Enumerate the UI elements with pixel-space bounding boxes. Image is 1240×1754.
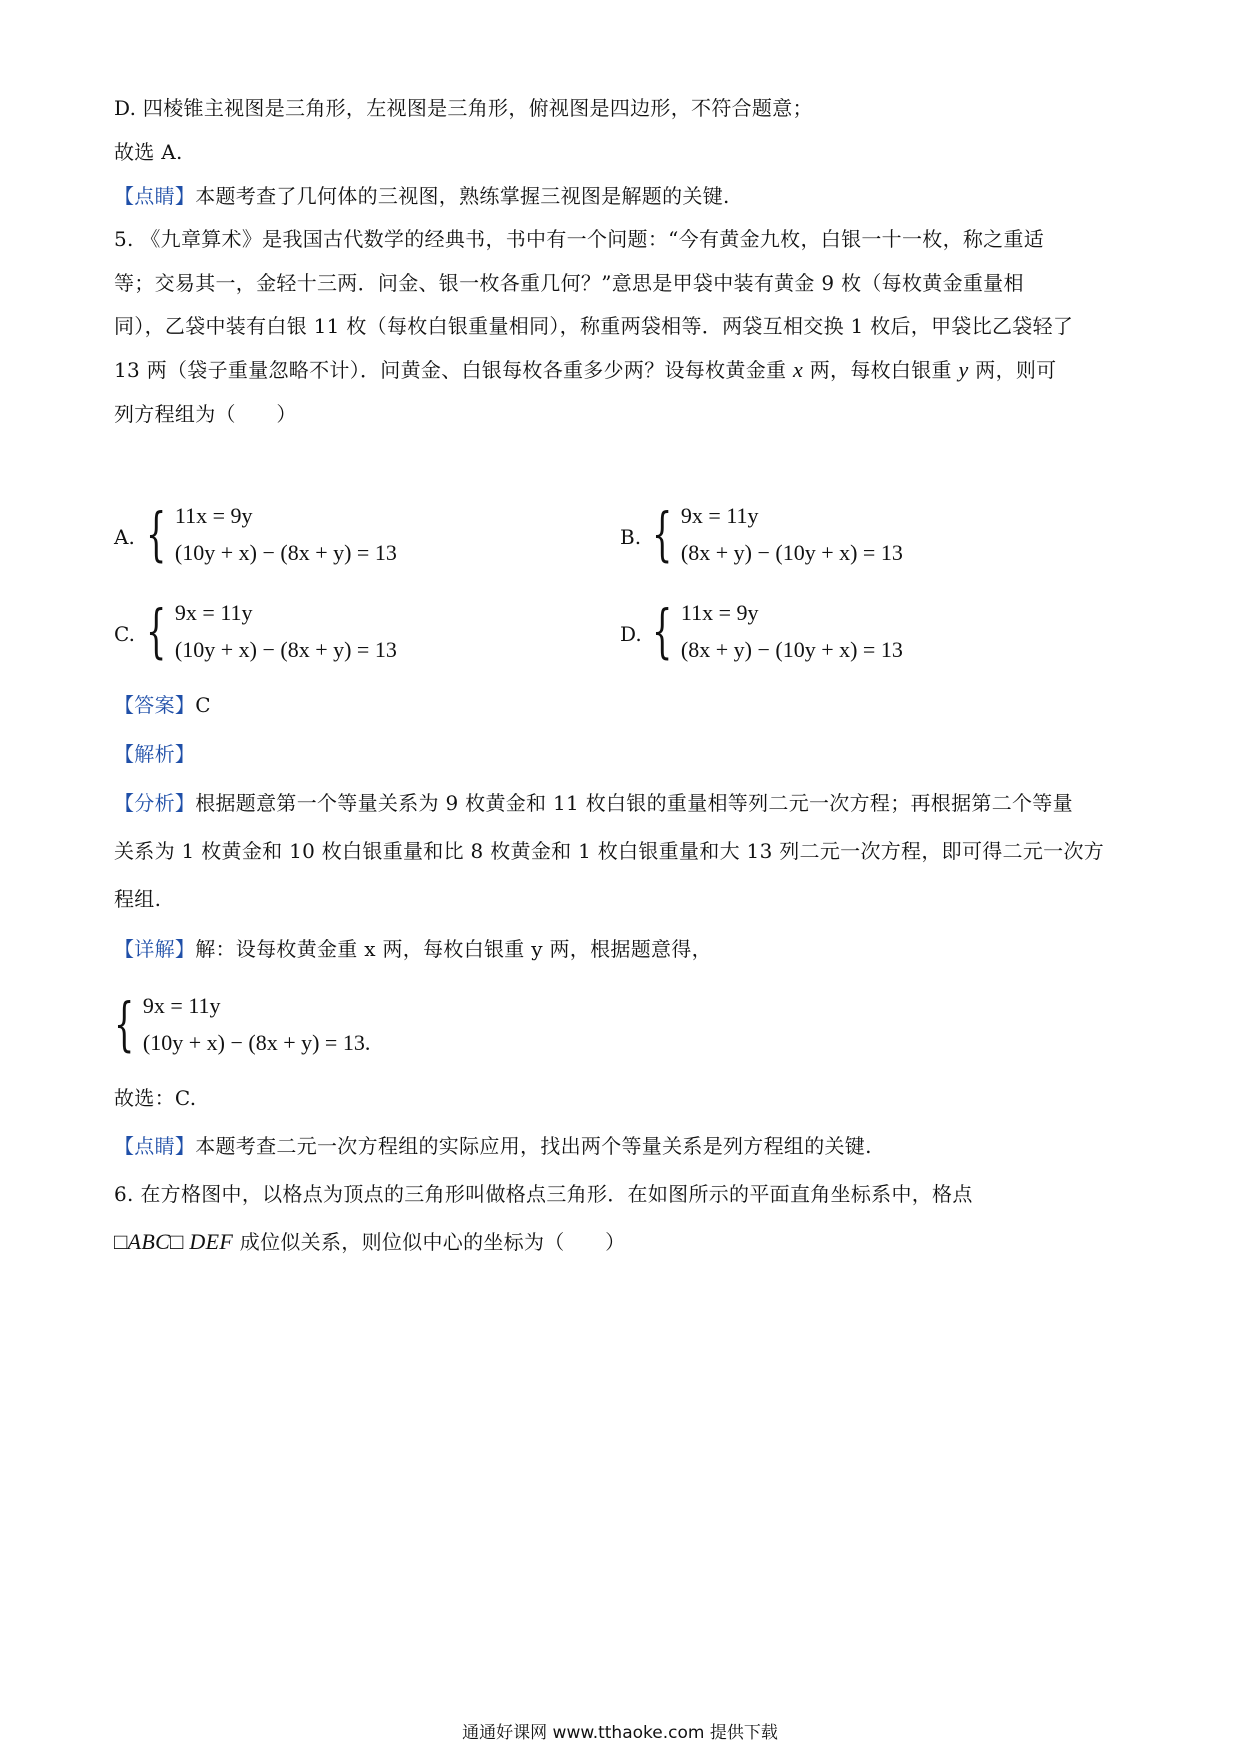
question-5-line: 同），乙袋中装有白银 11 枚（每枚白银重量相同），称重两袋相等．两袋互相交换 1 枚后，甲袋比乙袋轻了 <box>114 314 1074 338</box>
dianjing-tag: 【点睛】 <box>114 184 196 208</box>
xiangjie-line <box>114 936 712 962</box>
option-c-letter: C. <box>114 622 135 646</box>
brace-icon: { <box>146 500 167 568</box>
text-segment: 两，则可 <box>975 358 1057 382</box>
equation-row: 9x = 11y <box>174 600 253 625</box>
text-segment: 13 两（袋子重量忽略不计）．问黄金、白银每枚各重多少两？设每枚黄金重 <box>114 358 787 382</box>
brace-icon: { <box>146 597 167 665</box>
option-a-letter: A. <box>114 525 135 549</box>
analysis-heading <box>114 741 195 767</box>
answer-line <box>114 692 211 718</box>
xiangjie-tag: 【详解】 <box>114 937 196 961</box>
question-5-line: 等；交易其一，金轻十三两．问金、银一枚各重几何？”意思是甲袋中装有黄金 9 枚（每枚黄金重量相 <box>114 271 1024 295</box>
equation-text: (10y + x) − (8x + y) = 13 <box>142 1030 365 1055</box>
answer-value: C <box>195 693 211 717</box>
option-b-system <box>652 497 903 571</box>
fenxi-text: 根据题意第一个等量关系为 9 枚黄金和 11 枚白银的重量相等列二元一次方程；再根据第二个等量 <box>195 791 1073 815</box>
text-segment: 成位似关系，则位似中心的坐标为（ ） <box>233 1230 626 1254</box>
dianjing-text: 本题考查了几何体的三视图，熟练掌握三视图是解题的关键. <box>195 184 730 208</box>
equation-row: (10y + x) − (8x + y) = 13 <box>174 637 397 662</box>
brace-icon: { <box>652 500 673 568</box>
question-5-line: 列方程组为（ ） <box>114 402 297 426</box>
text-line: D. 四棱锥主视图是三角形，左视图是三角形，俯视图是四边形，不符合题意； <box>114 96 813 120</box>
comment-line <box>114 1133 872 1159</box>
fenxi-line: 关系为 1 枚黄金和 10 枚白银重量和比 8 枚黄金和 1 枚白银重量和大 13 列二元一次方程，即可得二元一次方 <box>114 839 1105 863</box>
brace-icon: { <box>114 990 135 1058</box>
variable-y: y <box>958 357 969 382</box>
equation-row: (8x + y) − (10y + x) = 13 <box>680 637 903 662</box>
option-c-system <box>146 594 397 668</box>
text-segment: 两，每枚白银重 <box>809 358 952 382</box>
dianjing-tag: 【点睛】 <box>114 1134 196 1158</box>
equation-row: 11x = 9y <box>174 503 253 528</box>
triangle-def: □ DEF <box>170 1229 234 1254</box>
question-5-line <box>114 357 1056 383</box>
option-a-system <box>146 497 397 571</box>
fenxi-line <box>114 790 1073 816</box>
footer-watermark: 通通好课网 www.tthaoke.com 提供下载 <box>462 1723 778 1743</box>
analysis-tag: 【解析】 <box>114 742 196 766</box>
equation-row: 9x = 11y <box>680 503 759 528</box>
text-line: 故选：C. <box>114 1086 197 1110</box>
comment-line <box>114 183 730 209</box>
dianjing-text: 本题考查二元一次方程组的实际应用，找出两个等量关系是列方程组的关键. <box>195 1134 872 1158</box>
brace-icon: { <box>652 597 673 665</box>
equation-row: (8x + y) − (10y + x) = 13 <box>680 540 903 565</box>
answer-tag: 【答案】 <box>114 693 196 717</box>
text-line: 故选 A. <box>114 140 183 164</box>
option-d-system <box>652 594 903 668</box>
equation-row: (10y + x) − (8x + y) = 13 <box>174 540 397 565</box>
fenxi-line: 程组. <box>114 887 162 911</box>
equation-row: 11x = 9y <box>680 600 759 625</box>
triangle-abc: □ABC <box>114 1229 171 1254</box>
equation-row: 9x = 11y <box>142 993 221 1018</box>
option-d-letter: D. <box>620 622 642 646</box>
xiangjie-text: 解：设每枚黄金重 x 两，每枚白银重 y 两，根据题意得， <box>195 937 712 961</box>
question-6-line: 6. 在方格图中，以格点为顶点的三角形叫做格点三角形．在如图所示的平面直角坐标系中，格点 <box>114 1182 973 1206</box>
solution-system <box>114 987 370 1061</box>
period: . <box>364 1030 371 1055</box>
equation-row <box>143 1024 370 1061</box>
fenxi-tag: 【分析】 <box>114 791 196 815</box>
question-6-line <box>114 1229 625 1255</box>
option-b-letter: B. <box>620 525 642 549</box>
variable-x: x <box>792 357 804 382</box>
question-5-line: 5. 《九章算术》是我国古代数学的经典书，书中有一个问题：“今有黄金九枚，白银一十一枚，称之重适 <box>114 227 1045 251</box>
